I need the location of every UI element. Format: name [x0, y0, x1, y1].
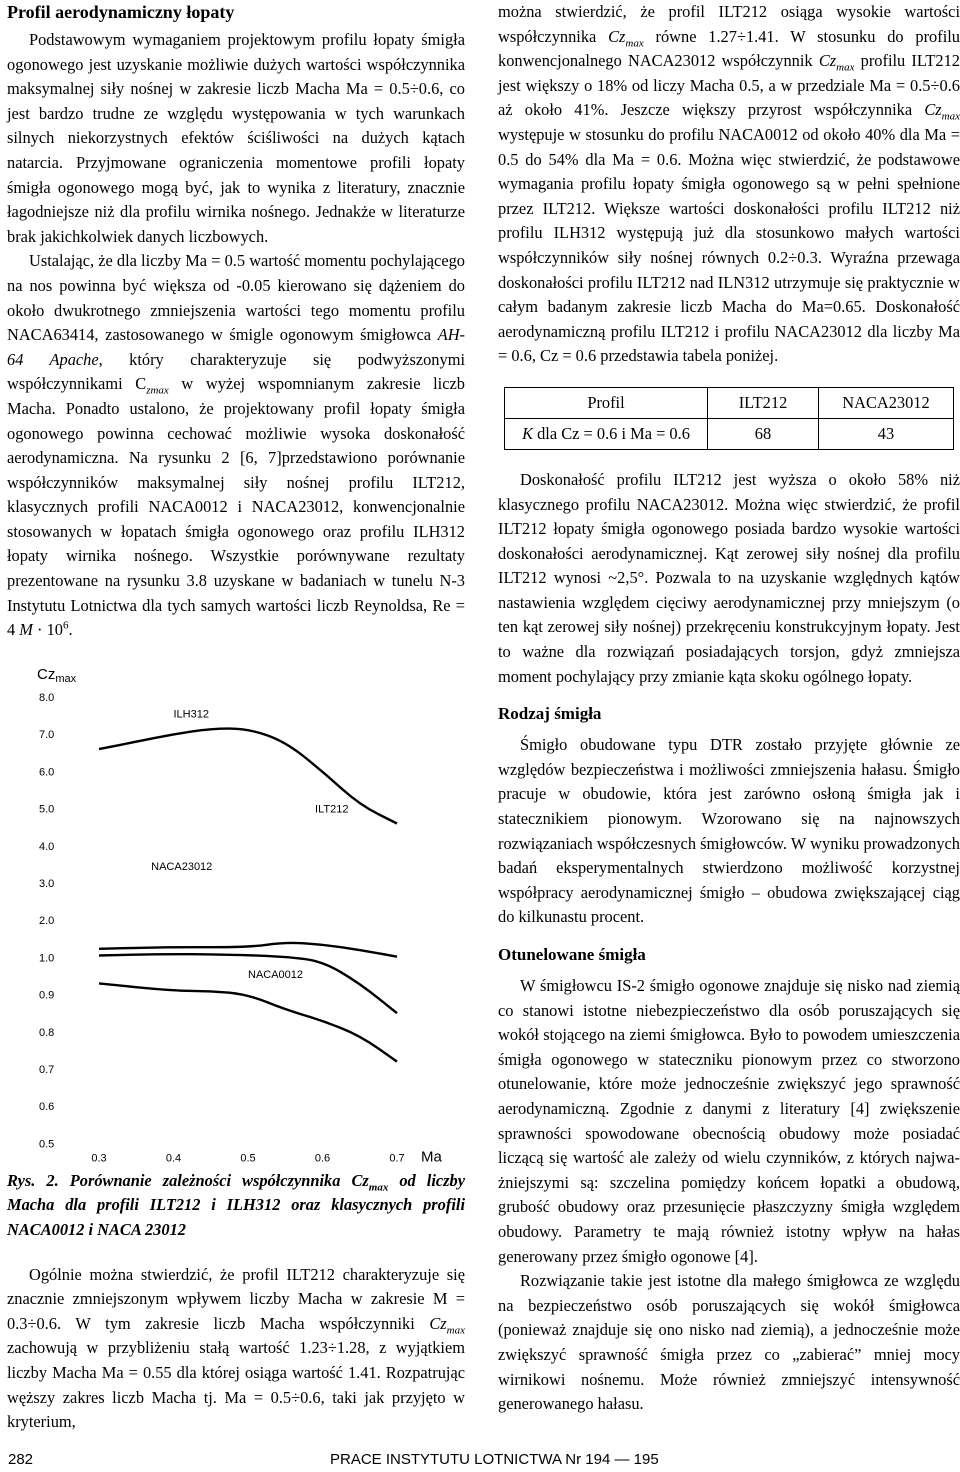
figure-2-caption [7, 1169, 465, 1243]
text-segment: zachowują w przybliżeniu stałą wartość 1.23÷1.28, z wyjątkiem liczby Macha Ma = 0.55 dla której osiąga wartość 1.41. Rozpatrując węższy zakres liczb Macha tj. Ma = 0.5÷0.6, taki jak przyjęto w kryterium, [7, 1338, 465, 1432]
series-label-ilh312: ILH312 [173, 708, 209, 721]
symbol-cz: Cz [608, 26, 626, 46]
subscript: max [836, 61, 855, 74]
y-tick-label: 0.8 [39, 1026, 55, 1039]
efficiency-table [504, 387, 954, 450]
y-tick-label: 7.0 [39, 729, 55, 742]
section-heading-profil: Profil aerodynamiczny łopaty [7, 2, 235, 22]
series-line-ilh312 [99, 728, 397, 823]
y-axis-label-sub: max [55, 672, 77, 685]
subscript: zmax [146, 384, 169, 397]
x-tick-label: 0.4 [165, 1152, 182, 1165]
table-cell-text: dla Cz = 0.6 i Ma = 0.6 [533, 423, 690, 443]
text-segment: , który charakteryzuje się podwyższonymi współczynnikami C [7, 349, 465, 394]
apache-name: AH-64 Apache [7, 325, 465, 369]
text-segment: równe 1.27÷1.41. W stosunku do profilu konwencjonalnego NACA23012 współczynnik [498, 26, 960, 71]
section-heading-rodzaj: Rodzaj śmigła [498, 704, 602, 724]
text-segment: można stwierdzić, że profil ILT212 osiąga wysokie wartości współczynnika [498, 2, 960, 46]
x-tick-label: 0.7 [389, 1152, 405, 1165]
series-label-naca23012: NACA23012 [151, 860, 213, 873]
y-tick-label: 1.0 [39, 952, 55, 965]
figure-2-chart [7, 665, 465, 1165]
series-line-naca0012 [99, 983, 397, 1061]
paragraph-efficiency: Doskonałość profilu ILT212 jest wyższa o około 58% niż klasycznego profilu NACA23012. Można więc stwierdzić, że profil ILT212 łopaty śmigła ogonowego posiada bardzo wysokie wartości doskonałości aerodynamicznej. Kąt zerowej siły nośnej dla profilu ILT212 wynosi ~2,5°. Pozwala to na uzyskanie względnych kątów nastawienia względem cięciwy aerodynamicznej przy mniejszym (o ten kąt zerowej siły nośnej) przekręceniu konstrukcyjnym łopaty. Jest to ważne dla rozwiązań posiadających torsjon, gdyż zmniejsza moment pochylający przy zmianie kąta skoku ogólnego łopaty. [498, 469, 960, 686]
x-tick-label: 0.6 [314, 1152, 331, 1165]
caption-text: od liczby Macha dla profili ILT212 i ILH312 oraz klasycznych profili NACA0012 i NACA 23012 [7, 1170, 466, 1240]
x-tick-label: 0.3 [91, 1152, 107, 1165]
right-column [498, 0, 960, 1417]
y-tick-label: 0.7 [39, 1063, 55, 1076]
journal-name: PRACE INSTYTUTU LOTNICTWA Nr 194 — 195 [330, 1451, 659, 1468]
text-segment: . [68, 620, 73, 640]
table-header-cell: ILT212 [708, 387, 819, 418]
paragraph-solution: Rozwiązanie takie jest istotne dla małego śmigłowca ze względu na bezpieczeństwo osób poruszających się wokół śmigłowca (ponieważ znajduje się ono nisko nad ziemią), a jednocześnie może zwiększyć sprawność śmigła przez co „zabierać” mniej mocy wirnikowi nośnemu. Może również zmniejszyć intensywność generowanego hałasu. [498, 1271, 960, 1414]
left-column [7, 0, 465, 1435]
table-cell: 68 [708, 418, 819, 449]
y-tick-label: 0.6 [39, 1101, 55, 1114]
table-cell: 43 [819, 418, 954, 449]
subscript: max [625, 36, 644, 49]
paragraph-summary [7, 1263, 465, 1435]
paragraph-is2: W śmigłowcu IS-2 śmigło ogonowe znajduje się nisko nad ziemią co stanowi istotne niebezpieczeństwo dla osób poruszających się wokół stojącego na ziemi śmigłowca. Było to powodem umieszczenia śmigła ogonowego w stateczniku pionowym przez co stworzono otunelowanie, które może jednocześnie zwiększyć jego sprawność aerodynamiczną. Zgodnie z danymi z literatury [4] zwiększenie sprawności spowodowane obecnością obudowy może posiadać liczącą się wartość ale zależy od wielu czynników, z których najważniejszymi są: szczelina pomiędzy końcem łopatki a obudową, grubość obudowy oraz przesunięcie płaszczyzny śmigła względem obudowy. Parametry te mają również istotny wpływ na hałas generowany przez śmigło ogonowe [4]. [498, 976, 960, 1266]
y-tick-label: 0.5 [39, 1138, 55, 1151]
symbol-m: M [19, 620, 33, 640]
x-tick-label: 0.5 [240, 1152, 256, 1165]
text-segment: profilu ILT212 jest większy o 18% od liczy Macha 0.5, a w przedziale Ma = 0.5÷0.6 aż około 41%. Jeszcze większy przyrost współczynnika [498, 51, 960, 120]
text-segment: występuje w stosunku do profilu NACA0012 od około 40% dla Ma = 0.5 do 54% dla Ma = 0.6. Można więc stwierdzić, że podstawowe wymagania profilu łopaty śmigła ogonowego są w pełni spełnione przez ILT212. Większe wartości doskonałości profilu ILT212 niż profilu ILH312 występują już dla stosunkowo małych wartości współczynników siły nośnej równych 0.2÷0.3. Wyraźna przewaga doskonałości profilu ILT212 nad ILN312 utrzymuje się praktycznie w całym badanym zakresie liczb Macha do Ma=0.65. Doskonałość aerodynamiczną profilu ILT212 i profilu NACA23012 dla liczby Ma = 0.6, Cz = 0.6 przedstawia tabela poniżej. [498, 124, 960, 366]
paragraph-dtr: Śmigło obudowane typu DTR zostało przyjęte głównie ze względów bezpieczeństwa i możliwości zmniejszenia hałasu. Śmigło pracuje w obudowie, która jest zarówno osłoną śmigła jak i statecznikiem pionowym. Wzorowano się na najnowszych rozwiązaniach współczesnych śmigłowców. W wyniku prowadzonych badań eksperymentalnych stwierdzono możliwość korzystnej współpracy aerodynamicznej śmigło – obudowa zwiększającej ciąg do kilkunastu procent. [498, 735, 960, 927]
czmax-chart-svg [7, 665, 465, 1165]
table-header-row [505, 387, 954, 418]
caption-text: Rys. 2. Porównanie zależności współczynnika Cz [7, 1170, 369, 1190]
symbol-cz: Cz [429, 1313, 447, 1333]
table-cell [505, 418, 708, 449]
symbol-k: K [522, 423, 534, 443]
subscript: max [446, 1324, 465, 1337]
y-tick-label: 4.0 [39, 840, 55, 853]
y-tick-label: 6.0 [39, 766, 55, 779]
series-label-naca0012: NACA0012 [248, 968, 304, 981]
paragraph-requirements: Podstawowym wymaganiem projektowym profilu łopaty śmigła ogonowego jest uzyskanie możliwie dużych wartości współczynnika maksymalnej siły nośnej w zakresie liczb Macha Ma = 0.5÷0.6, co jest bardzo trudne ze względu występowania w tych warunkach silnych niekorzystnych efektów ściśliwości na dużych kątach natarcia. Przyjmowane ograniczenia momentowe profili łopaty śmigła ogonowego mogą być, jak to wynika z literatury, znacznie łagodniejsze niż dla profilu wirnika nośnego. Jednakże w literaturze brak jakichkolwiek danych liczbowych. [7, 30, 465, 246]
page-footer [0, 1449, 960, 1471]
paragraph-comparison [498, 0, 960, 369]
caption-subscript: max [368, 1181, 389, 1194]
y-axis-label: $Cz_{max}$ [37, 665, 77, 685]
x-axis-label: Ma [421, 1148, 442, 1165]
y-tick-label: 5.0 [39, 803, 55, 816]
table-header-cell: NACA23012 [819, 387, 954, 418]
section-heading-otunelowane: Otunelowane śmigła [498, 945, 646, 964]
table-row [505, 418, 954, 449]
exponent: 6 [63, 619, 69, 632]
page-number: 282 [8, 1451, 34, 1468]
text-segment: · 10 [32, 620, 63, 640]
text-segment: w wyżej wspomnianym zakresie liczb Macha. Ponadto ustalono, że projektowany profil łopaty śmigła ogonowego powinna cechować możliwie wysoka doskonałość aerodynamiczna. Na rysunku 2 [6, 7]przedstawiono porównanie współczynników maksymalnej siły nośnej profilu ILT212, klasycznych profili NACA0012 i NACA23012, konwencjonalnie stosowanych w łopatach śmigła ogonowego oraz profilu ILH312 łopaty wirnika nośnego. Wszystkie porównywane rezultaty prezentowane na rysunku 3.8 uzyskane w badaniach w tunelu N-3 Instytutu Lotnictwa dla tych samych wartości liczb Reynoldsa, Re = 4 [7, 374, 465, 640]
symbol-cz: Cz [818, 51, 837, 71]
y-tick-label: 3.0 [39, 877, 55, 890]
table-header-cell: Profil [505, 387, 708, 418]
series-line-naca23012 [99, 954, 397, 1013]
paragraph-moment [7, 249, 465, 643]
series-label-ilt212: ILT212 [315, 803, 349, 816]
text-segment: Ogólnie można stwierdzić, że profil ILT212 charakteryzuje się znacznie zmniejszonym wpływem liczby Macha w zakresie M = 0.3÷0.6. W tym zakresie liczb Macha współczynniki [7, 1264, 465, 1333]
subscript: max [941, 110, 960, 123]
y-tick-label: 0.9 [39, 989, 55, 1002]
y-tick-label: 8.0 [39, 691, 55, 704]
symbol-cz: Cz [924, 100, 942, 120]
text-segment: Ustalając, że dla liczby Ma = 0.5 wartość momentu pochylającego na nos powinna być większa od -0.05 kierowano się dążeniem do około dwukrotnego zmniejszenia wartości tego momentu profilu NACA63414, zastosowanego w śmigle ogonowym śmigłowca [7, 251, 465, 345]
y-tick-label: 2.0 [39, 915, 55, 928]
